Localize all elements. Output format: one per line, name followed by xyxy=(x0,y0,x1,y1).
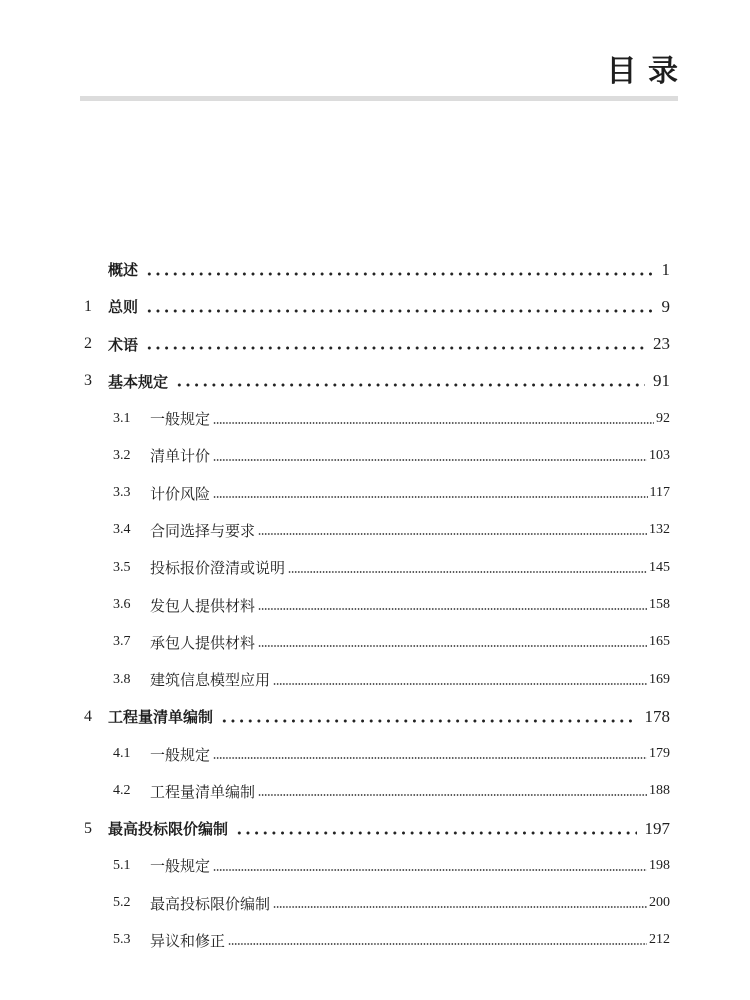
section-title: 计价风险 xyxy=(150,486,211,503)
dot-leader xyxy=(145,264,653,276)
page-number: 198 xyxy=(649,857,670,873)
section-number: 3.3 xyxy=(113,485,131,501)
section-title: 最高投标限价编制 xyxy=(150,896,271,913)
page-title: 目 录 xyxy=(606,55,680,88)
section-number: 3.1 xyxy=(113,410,131,426)
dot-leader xyxy=(273,898,647,908)
dot-leader xyxy=(273,675,647,685)
dot-leader xyxy=(258,600,647,610)
toc-section-entry xyxy=(80,400,670,437)
toc-section-entry xyxy=(80,586,670,623)
page-number: 200 xyxy=(649,895,670,911)
section-number: 3.8 xyxy=(113,671,131,687)
page-number: 169 xyxy=(649,671,670,687)
dot-leader xyxy=(145,301,653,313)
section-number: 3.7 xyxy=(113,634,131,650)
page-number: 1 xyxy=(661,259,670,279)
section-number: 3.4 xyxy=(113,522,131,538)
section-number: 3.5 xyxy=(113,559,131,575)
section-title: 一般规定 xyxy=(150,412,211,429)
dot-leader xyxy=(258,637,647,647)
toc-chapter-entry xyxy=(80,326,670,363)
toc-section-entry xyxy=(80,475,670,512)
section-number: 3.2 xyxy=(113,447,131,463)
section-title: 合同选择与要求 xyxy=(150,523,256,540)
dot-leader xyxy=(213,414,654,424)
chapter-title: 基本规定 xyxy=(108,374,169,391)
page-number: 132 xyxy=(649,522,670,538)
dot-leader xyxy=(175,375,645,387)
title-divider xyxy=(80,96,678,101)
chapter-title: 术语 xyxy=(108,337,139,354)
section-title: 发包人提供材料 xyxy=(150,598,256,615)
section-title: 一般规定 xyxy=(150,747,211,764)
dot-leader xyxy=(258,525,647,535)
page-number: 197 xyxy=(644,818,670,838)
dot-leader xyxy=(258,786,647,796)
toc-section-entry xyxy=(80,512,670,549)
chapter-number: 4 xyxy=(84,707,92,725)
dot-leader xyxy=(145,338,645,350)
chapter-number: 1 xyxy=(84,297,92,315)
section-number: 5.3 xyxy=(113,932,131,948)
table-of-contents xyxy=(80,251,670,959)
section-number: 4.2 xyxy=(113,783,131,799)
toc-section-entry xyxy=(80,885,670,922)
toc-section-entry xyxy=(80,735,670,772)
page-number: 165 xyxy=(649,634,670,650)
page-number: 23 xyxy=(653,334,670,354)
dot-leader xyxy=(228,935,647,945)
page-number: 188 xyxy=(649,783,670,799)
page-number: 212 xyxy=(649,932,670,948)
dot-leader xyxy=(288,563,647,573)
chapter-number: 5 xyxy=(84,819,92,837)
page-number: 103 xyxy=(649,447,670,463)
chapter-number: 3 xyxy=(84,372,92,390)
toc-chapter-entry xyxy=(80,698,670,735)
page-number: 179 xyxy=(649,746,670,762)
section-title: 建筑信息模型应用 xyxy=(150,673,271,690)
section-number: 4.1 xyxy=(113,746,131,762)
page-number: 92 xyxy=(656,410,670,426)
dot-leader xyxy=(213,451,647,461)
toc-chapter-entry xyxy=(80,363,670,400)
toc-section-entry xyxy=(80,549,670,586)
page-number: 117 xyxy=(649,485,670,501)
page-number: 178 xyxy=(644,706,670,726)
toc-section-entry xyxy=(80,847,670,884)
toc-section-entry xyxy=(80,922,670,959)
toc-section-entry xyxy=(80,773,670,810)
dot-leader xyxy=(213,749,647,759)
toc-chapter-entry xyxy=(80,810,670,847)
dot-leader xyxy=(213,488,648,498)
section-title: 承包人提供材料 xyxy=(150,635,256,652)
toc-section-entry xyxy=(80,624,670,661)
toc-section-entry xyxy=(80,661,670,698)
section-number: 5.1 xyxy=(113,857,131,873)
section-title: 一般规定 xyxy=(150,859,211,876)
page-number: 145 xyxy=(649,559,670,575)
dot-leader xyxy=(235,823,636,835)
section-number: 3.6 xyxy=(113,597,131,613)
chapter-title: 总则 xyxy=(108,300,139,317)
dot-leader xyxy=(220,711,636,723)
section-title: 工程量清单编制 xyxy=(150,784,256,801)
toc-chapter-entry xyxy=(80,288,670,325)
chapter-number: 2 xyxy=(84,335,92,353)
section-title: 异议和修正 xyxy=(150,933,226,950)
chapter-title: 最高投标限价编制 xyxy=(108,822,229,839)
page-number: 91 xyxy=(653,371,670,391)
section-title: 清单计价 xyxy=(150,449,211,466)
chapter-title: 工程量清单编制 xyxy=(108,710,214,727)
toc-section-entry xyxy=(80,437,670,474)
toc-chapter-entry xyxy=(80,251,670,288)
section-number: 5.2 xyxy=(113,895,131,911)
page-number: 158 xyxy=(649,597,670,613)
section-title: 投标报价澄清或说明 xyxy=(150,561,286,578)
dot-leader xyxy=(213,861,647,871)
page-number: 9 xyxy=(661,296,670,316)
chapter-title: 概述 xyxy=(108,263,139,280)
